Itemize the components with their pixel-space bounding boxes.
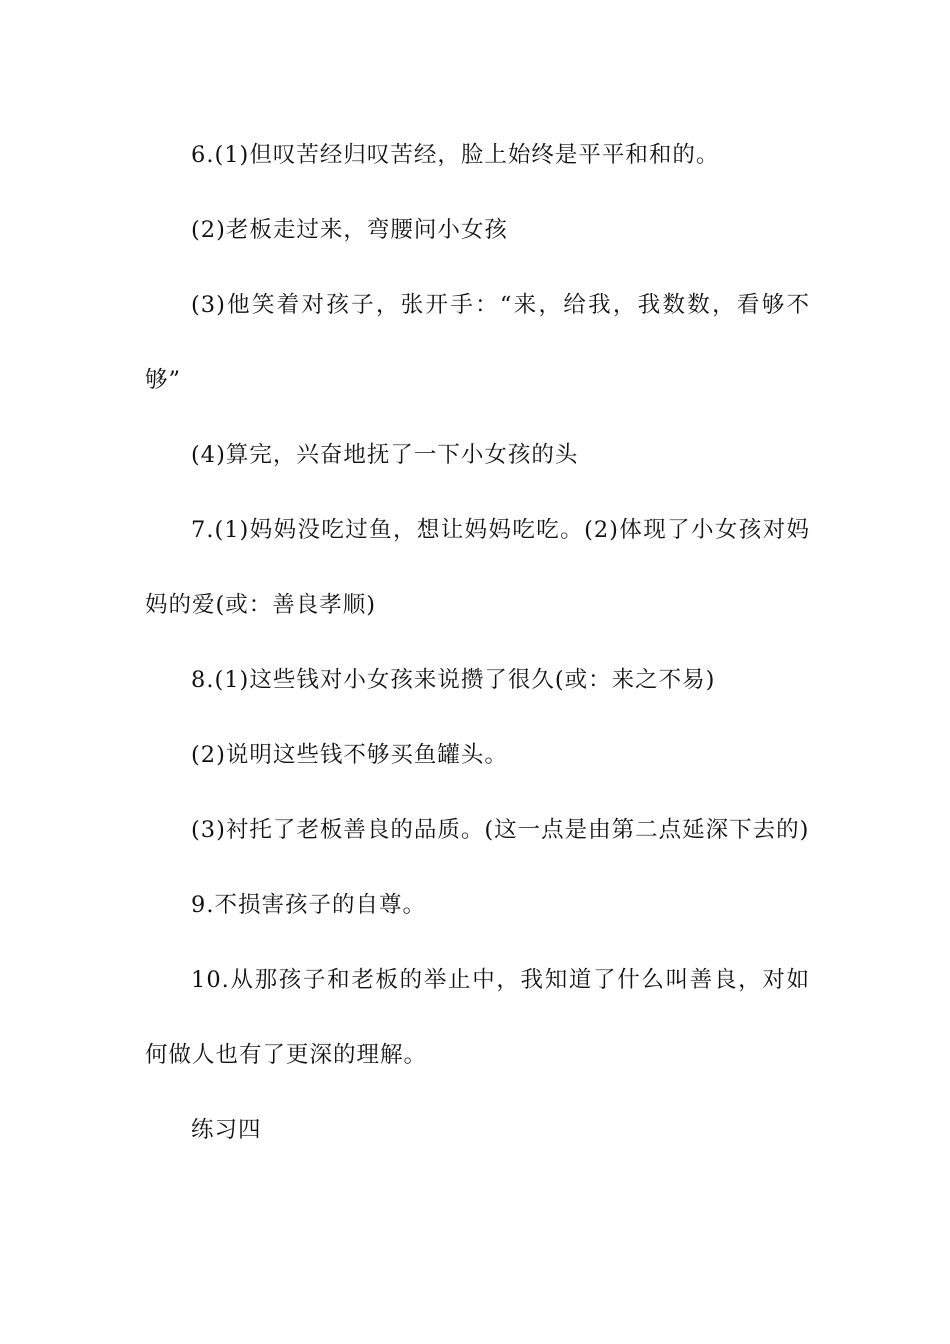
document-body — [145, 128, 810, 1168]
answer-6-1: 6.(1)但叹苦经归叹苦经，脸上始终是平平和和的。 — [191, 142, 720, 168]
answer-8-3: (3)衬托了老板善良的品质。(这一点是由第二点延深下去的) — [191, 817, 810, 843]
section-heading-exercise-4: 练习四 — [191, 1117, 262, 1143]
answer-6-2: (2)老板走过来，弯腰问小女孩 — [191, 217, 508, 243]
answer-9: 9.不损害孩子的自尊。 — [191, 892, 426, 918]
answer-8-1: 8.(1)这些钱对小女孩来说攒了很久(或：来之不易) — [191, 667, 716, 693]
answer-6-4: (4)算完，兴奋地抚了一下小女孩的头 — [191, 442, 579, 468]
answer-6-3: (3)他笑着对孩子，张开手：“来，给我，我数数，看够不够” — [145, 292, 810, 393]
answer-8-2: (2)说明这些钱不够买鱼罐头。 — [191, 742, 508, 768]
answer-10: 10.从那孩子和老板的举止中，我知道了什么叫善良，对如何做人也有了更深的理解。 — [145, 967, 810, 1068]
answer-7: 7.(1)妈妈没吃过鱼，想让妈妈吃吃。(2)体现了小女孩对妈妈的爱(或：善良孝顺) — [145, 517, 810, 618]
